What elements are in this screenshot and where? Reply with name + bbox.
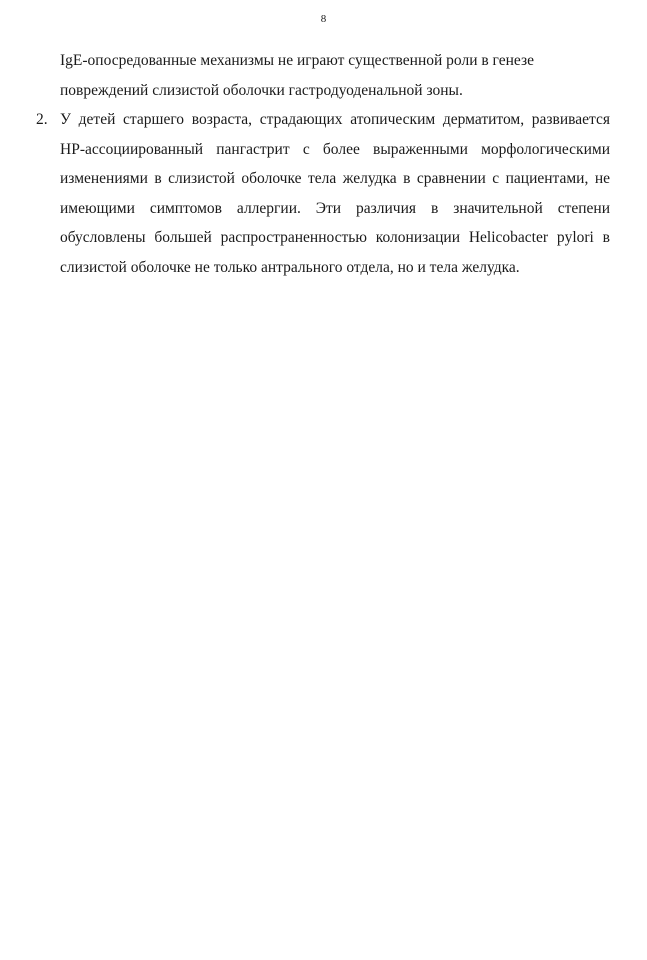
page-number: 8 (320, 13, 327, 25)
document-body (36, 46, 610, 282)
list-number: 2. (36, 111, 48, 128)
list-item-text: У детей старшего возраста, страдающих атопическим дерматитом, развивается НР-ассоциированный пангастрит с более выраженными морфологическими изменениями в слизистой оболочке тела желудка в сравнении с пациентами, не имеющими симптомов аллергии. Эти различия в значительной степени обусловлены большей распространенностью колонизации Helicobacter pylori в слизистой оболочке не только антрального отдела, но и тела желудка. (60, 111, 610, 276)
conclusion-item-2 (36, 105, 610, 282)
paragraph-line: IgE-опосредованные механизмы не играют существенной роли в генезе (60, 52, 534, 69)
paragraph-line: повреждений слизистой оболочки гастродуоденальной зоны. (60, 81, 463, 99)
continued-paragraph (60, 46, 610, 105)
